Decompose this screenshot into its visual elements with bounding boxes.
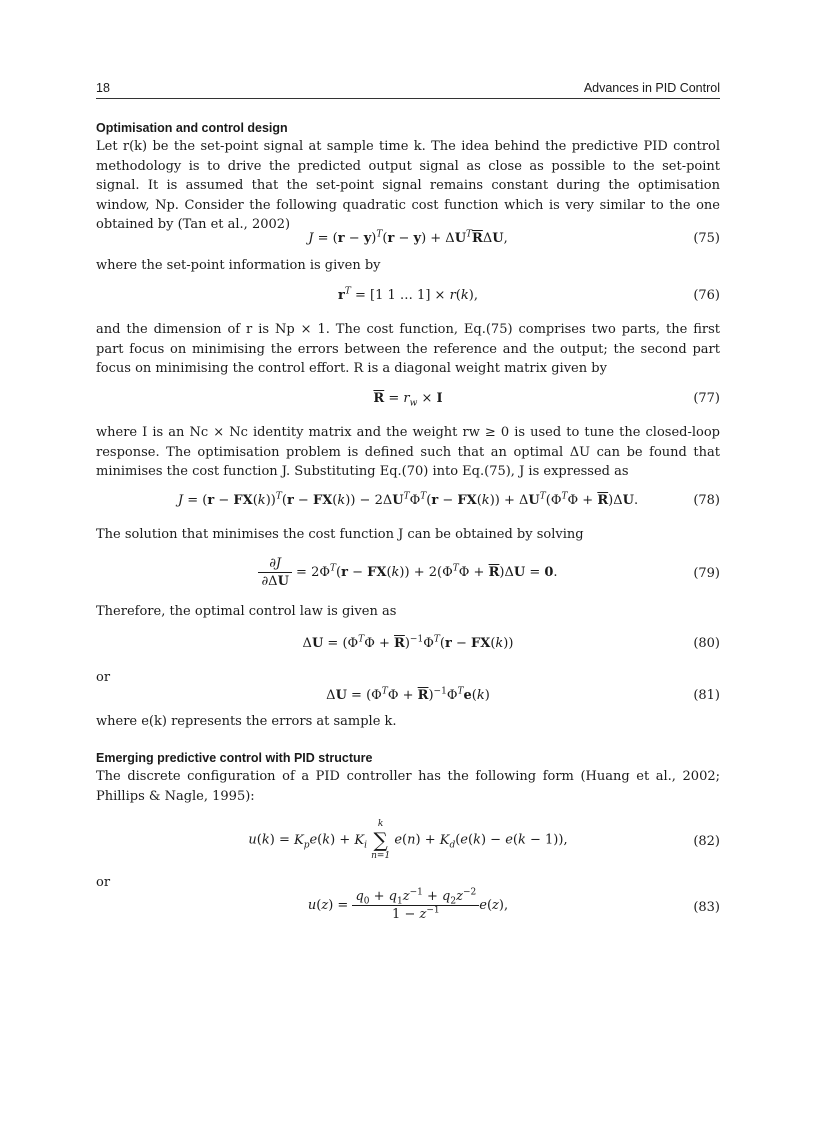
equation-83-formula: u(z) = $\frac{q_0 + q_1z^{-1} + q_2z^{-2}}{1 - z^{-1}}$ e(z), <box>307 887 509 922</box>
paragraph-intro: Let r(k) be the set-point signal at sample time k. The idea behind the predictive PID control methodology is to drive the predicted output signal as close as possible to the set-point signal. It is assumed that the set-point signal remains constant during the optimisation window, Np. Consider the following quadratic cost function which is very similar to the one obtained by (Tan et al., 2002) <box>96 139 720 232</box>
equation-80-formula: $\Delta U = (\Phi^T\Phi + \overline{R})^{-1}\Phi^T(r - FX(k))$ <box>302 634 514 651</box>
paragraph-errors: where e(k) represents the errors at sample k. <box>96 714 397 729</box>
equation-77 <box>96 391 720 409</box>
text-or-1: or <box>96 670 111 685</box>
equation-76-formula: $r^T = [1$ 1 … 1] × r(k), <box>338 286 478 303</box>
equation-83-number: (83) <box>693 900 720 915</box>
paragraph-solution: The solution that minimises the cost function J can be obtained by solving <box>96 527 584 542</box>
equation-81 <box>96 688 720 703</box>
equation-81-formula: $\Delta U = (\Phi^T\Phi + \overline{R})^{-1}\Phi^Te(k)$ <box>326 686 490 703</box>
equation-80 <box>96 636 720 651</box>
section-heading-predictive-pid: Emerging predictive control with PID structure <box>96 751 373 765</box>
equation-82-formula: $u(k) = K_pe(k) + K_i$ k ∑ n=1 $e(n) + K_d(e(k) - e(k - 1))$, <box>248 819 568 861</box>
equation-76-number: (76) <box>693 288 720 303</box>
equation-75-formula: $J = (r - y)^T(r - y) + \Delta U^T\overline{R}\Delta U$, <box>308 229 508 246</box>
running-header <box>96 80 720 99</box>
equation-81-number: (81) <box>693 688 720 703</box>
paragraph-control-law: Therefore, the optimal control law is given as <box>96 604 397 619</box>
equation-78-number: (78) <box>693 493 720 508</box>
section-heading-optimisation: Optimisation and control design <box>96 121 288 135</box>
equation-82 <box>96 818 720 862</box>
equation-78-formula: $J = (r - FX(k))^T(r - FX(k)) - 2\Delta U^T\Phi^T(r - FX(k)) + \Delta U^T(\Phi^T\Phi + \overline{R})\Delta U$. <box>177 491 639 508</box>
equation-79 <box>96 555 720 590</box>
equation-75-number: (75) <box>693 231 720 246</box>
text-or-2: or <box>96 875 111 890</box>
page-number: 18 <box>96 81 110 95</box>
paragraph-setpoint: where the set-point information is given by <box>96 258 381 273</box>
equation-78 <box>96 493 720 508</box>
equation-80-number: (80) <box>693 636 720 651</box>
equation-77-formula: $\overline{R} = r_w \times I$ <box>373 391 443 409</box>
book-title: Advances in PID Control <box>583 81 720 95</box>
equation-82-number: (82) <box>693 834 720 849</box>
equation-83 <box>96 888 720 923</box>
equation-77-number: (77) <box>693 391 720 406</box>
paragraph-cost-function: and the dimension of r is Np × 1. The cost function, Eq.(75) comprises two parts, the first part focus on minimising the errors between the reference and the output; the second part focus on minimising the control effort. R is a diagonal weight matrix given by <box>96 322 720 376</box>
equation-79-number: (79) <box>693 566 720 581</box>
equation-79-formula: $\frac{\partial J}{\partial\Delta U}$ = $2\Phi^T(r - FX(k)) + 2(\Phi^T\Phi + \overline{R})\Delta U = 0$. <box>258 555 557 590</box>
equation-76 <box>96 288 720 303</box>
equation-75 <box>96 231 720 246</box>
paragraph-identity: where I is an Nc × Nc identity matrix and the weight rw ≥ 0 is used to tune the closed-loop response. The optimisation problem is defined such that an optimal ΔU can be found that minimises the cost function J. Substituting Eq.(70) into Eq.(75), J is expressed as <box>96 425 720 479</box>
paragraph-pid-form: The discrete configuration of a PID controller has the following form (Huang et al., 2002; Phillips & Nagle, 1995): <box>96 769 720 804</box>
